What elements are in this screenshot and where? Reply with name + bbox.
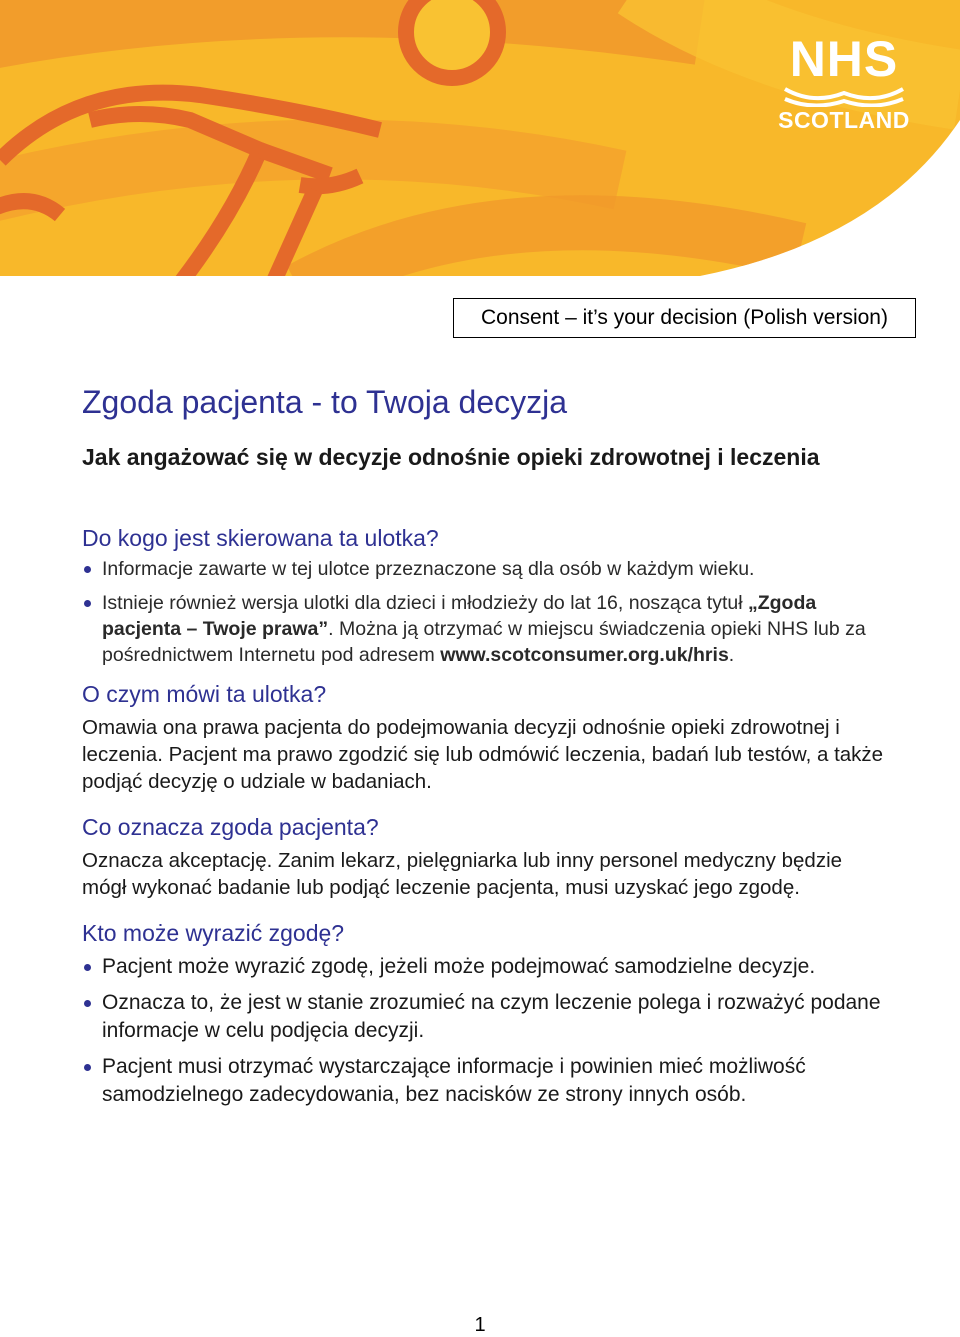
section-audience (82, 524, 892, 668)
list-item-text: Pacjent musi otrzymać wystarczające informacje i powinien mieć możliwość samodzielnego zadecydowania, bez nacisków ze strony innych osób. (102, 1055, 806, 1106)
section-consent-meaning-body: Oznacza akceptację. Zanim lekarz, pielęgniarka lub inny personel medyczny będzie mógł wykonać badanie lub podjąć leczenie pacjenta, musi uzyskać jego zgodę. (82, 849, 843, 899)
bullet-icon (84, 964, 91, 971)
list-item (82, 1053, 892, 1109)
list-item-text: Informacje zawarte w tej ulotce przeznaczone są dla osób w każdym wieku. (102, 558, 755, 580)
section-consent-meaning (82, 813, 892, 901)
section-who-can-consent-list (82, 953, 892, 1109)
list-item (82, 556, 892, 582)
section-consent-meaning-heading: Co oznacza zgoda pacjenta? (82, 814, 379, 840)
section-audience-list (82, 556, 892, 668)
logo-nhs-text: NHS (789, 31, 899, 87)
main-content (82, 382, 892, 1109)
list-item (82, 989, 892, 1045)
list-item-text: Istnieje również wersja ulotki dla dzieci i młodzieży do lat 16, nosząca tytuł (102, 592, 748, 614)
website-link[interactable]: www.scotconsumer.org.uk/hris (440, 644, 729, 666)
section-about-heading: O czym mówi ta ulotka? (82, 681, 327, 707)
list-item (82, 590, 892, 668)
list-item-period: . (728, 644, 735, 666)
section-about (82, 680, 892, 795)
section-about-body: Omawia ona prawa pacjenta do podejmowania decyzji odnośnie opieki zdrowotnej i leczenia. Pacjent ma prawo zgodzić się lub odmówić leczenia, badań lub testów, a także podjąć decyzję o udziale w badaniach. (82, 716, 884, 793)
section-who-can-consent-heading: Kto może wyrazić zgodę? (82, 920, 345, 946)
page-subtitle: Jak angażować się w decyzje odnośnie opieki zdrowotnej i leczenia (82, 444, 820, 470)
logo-scotland-text: SCOTLAND (778, 107, 910, 133)
logo-saltire-waves-icon (781, 85, 907, 107)
section-audience-heading: Do kogo jest skierowana ta ulotka? (82, 525, 439, 551)
leaflet-title-text: „Zgoda pacjenta – Twoje prawa” (102, 592, 817, 640)
page-number: 1 (474, 1314, 486, 1336)
list-item (82, 953, 892, 981)
page-title: Zgoda pacjenta - to Twoja decyzja (82, 384, 568, 420)
bullet-icon (84, 1064, 91, 1071)
version-label-box: Consent – it’s your decision (Polish version) (453, 298, 916, 338)
bullet-icon (84, 600, 91, 607)
list-item-text: Oznacza to, że jest w stanie zrozumieć na czym leczenie polega i rozważyć podane informacje w celu podjęcia decyzji. (102, 991, 881, 1042)
list-item-text-cont: . Można ją otrzymać w miejscu świadczenia opieki NHS lub za pośrednictwem Internetu pod adresem (102, 618, 866, 666)
list-item-text: Pacjent może wyrazić zgodę, jeżeli może podejmować samodzielne decyzje. (102, 955, 816, 978)
bullet-icon (84, 1000, 91, 1007)
section-who-can-consent (82, 919, 892, 1109)
nhs-scotland-logo (768, 31, 920, 140)
bullet-icon (84, 566, 91, 573)
